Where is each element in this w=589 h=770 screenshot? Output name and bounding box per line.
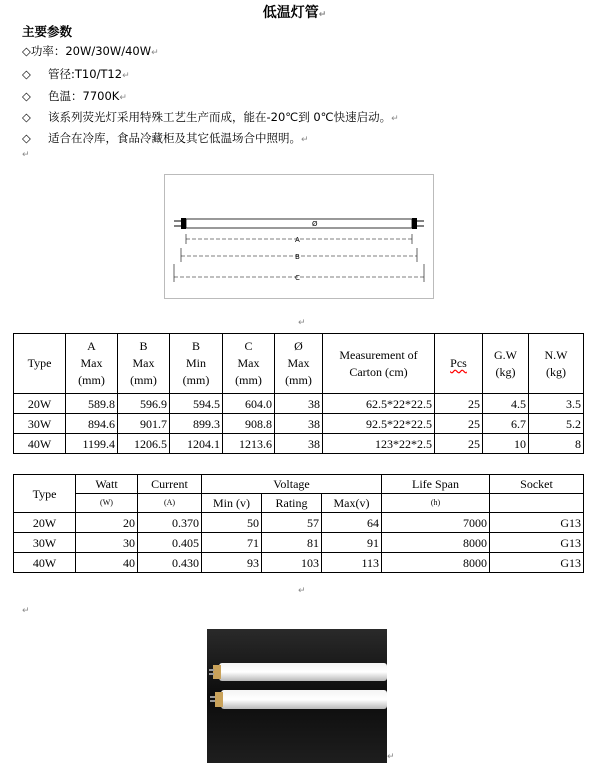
cell: 8 (529, 434, 584, 454)
spec-item-diameter: ◇ 管径:T10/T12↵ (22, 67, 130, 81)
paragraph-mark: ↵ (22, 606, 30, 616)
spec-item-power: ◇功率：20W/30W/40W↵ (22, 44, 159, 58)
header-type: Type (14, 475, 76, 513)
table-header-row (14, 475, 584, 494)
cell: 3.5 (529, 394, 584, 414)
tube-dimension-diagram (164, 174, 434, 299)
table-row (14, 553, 584, 573)
electrical-table (13, 474, 584, 573)
cell: 0.405 (138, 533, 202, 553)
cell: 894.6 (66, 414, 118, 434)
diameter-label: Ø (312, 220, 318, 228)
header-life-span: Life Span (382, 475, 490, 494)
cell: 901.7 (118, 414, 170, 434)
cell: 38 (275, 434, 323, 454)
paragraph-mark: ↵ (298, 586, 306, 596)
table-row (14, 414, 584, 434)
spec-item-description: ◇ 该系列荧光灯采用特殊工艺生产而成，能在-20℃到 0℃快速启动。↵ (22, 110, 399, 124)
dim-b-label: B (295, 253, 300, 261)
cell: 91 (322, 533, 382, 553)
cell: 123*22*2.5 (323, 434, 435, 454)
cell: 10 (483, 434, 529, 454)
cell: 92.5*22*22.5 (323, 414, 435, 434)
header-carton: Measurement of Carton (cm) (323, 334, 435, 394)
cell: 8000 (382, 533, 490, 553)
cell: 1204.1 (170, 434, 223, 454)
header-dia-max: Ø Max (mm) (275, 334, 323, 394)
cell: 20 (76, 513, 138, 533)
cell: 20W (14, 513, 76, 533)
table-row (14, 394, 584, 414)
header-b-min: B Min (mm) (170, 334, 223, 394)
cell: 30 (76, 533, 138, 553)
cell: 50 (202, 513, 262, 533)
cell: 589.8 (66, 394, 118, 414)
cell: 93 (202, 553, 262, 573)
cell: 71 (202, 533, 262, 553)
cell: G13 (490, 513, 584, 533)
table-row (14, 434, 584, 454)
cell: 594.5 (170, 394, 223, 414)
cell: 0.370 (138, 513, 202, 533)
header-socket-blank (490, 494, 584, 513)
cell: 908.8 (223, 414, 275, 434)
table-subheader-row (14, 494, 584, 513)
dimension-table (13, 333, 584, 454)
cell: 25 (435, 414, 483, 434)
spec-item-color-temp: ◇ 色温：7700K↵ (22, 89, 127, 103)
header-voltage-max: Max(v) (322, 494, 382, 513)
cell: 57 (262, 513, 322, 533)
cell: 4.5 (483, 394, 529, 414)
header-gw: G.W (kg) (483, 334, 529, 394)
cell: 38 (275, 414, 323, 434)
header-voltage: Voltage (202, 475, 382, 494)
header-watt: Watt (76, 475, 138, 494)
dim-a-label: A (295, 236, 300, 244)
cell: 40W (14, 553, 76, 573)
product-photo (207, 629, 387, 763)
cell: 62.5*22*22.5 (323, 394, 435, 414)
cell: 5.2 (529, 414, 584, 434)
cell: 8000 (382, 553, 490, 573)
cell: 81 (262, 533, 322, 553)
cell: 30W (14, 414, 66, 434)
header-voltage-rating: Rating (262, 494, 322, 513)
cell: 103 (262, 553, 322, 573)
header-type: Type (14, 334, 66, 394)
section-heading: 主要参数 (22, 24, 73, 39)
cell: 596.9 (118, 394, 170, 414)
header-watt-unit: (W) (76, 494, 138, 513)
header-pcs: Pcs (435, 334, 483, 394)
table-row (14, 513, 584, 533)
cell: 25 (435, 434, 483, 454)
cell: 6.7 (483, 414, 529, 434)
cell: 64 (322, 513, 382, 533)
cell: 1213.6 (223, 434, 275, 454)
dim-c-label: C (295, 274, 300, 282)
header-current: Current (138, 475, 202, 494)
cell: 40W (14, 434, 66, 454)
cell: 30W (14, 533, 76, 553)
header-c-max: C Max (mm) (223, 334, 275, 394)
spec-item-application: ◇ 适合在冷库，食品冷藏柜及其它低温场合中照明。↵ (22, 131, 309, 145)
paragraph-mark: ↵ (387, 752, 395, 762)
header-nw: N.W (kg) (529, 334, 584, 394)
cell: 0.430 (138, 553, 202, 573)
header-life-unit: (h) (382, 494, 490, 513)
cell: 40 (76, 553, 138, 573)
cell: G13 (490, 533, 584, 553)
header-socket: Socket (490, 475, 584, 494)
table-header-row (14, 334, 584, 394)
cell: 20W (14, 394, 66, 414)
header-b-max: B Max (mm) (118, 334, 170, 394)
cell: 25 (435, 394, 483, 414)
header-a-max: A Max (mm) (66, 334, 118, 394)
cell: 38 (275, 394, 323, 414)
cell: 899.3 (170, 414, 223, 434)
cell: G13 (490, 553, 584, 573)
header-voltage-min: Min (v) (202, 494, 262, 513)
cell: 1199.4 (66, 434, 118, 454)
cell: 1206.5 (118, 434, 170, 454)
header-current-unit: (A) (138, 494, 202, 513)
cell: 7000 (382, 513, 490, 533)
paragraph-mark: ↵ (22, 150, 30, 160)
cell: 604.0 (223, 394, 275, 414)
table-row (14, 533, 584, 553)
paragraph-mark: ↵ (298, 318, 306, 328)
cell: 113 (322, 553, 382, 573)
document-title: 低温灯管↵ (262, 5, 327, 21)
